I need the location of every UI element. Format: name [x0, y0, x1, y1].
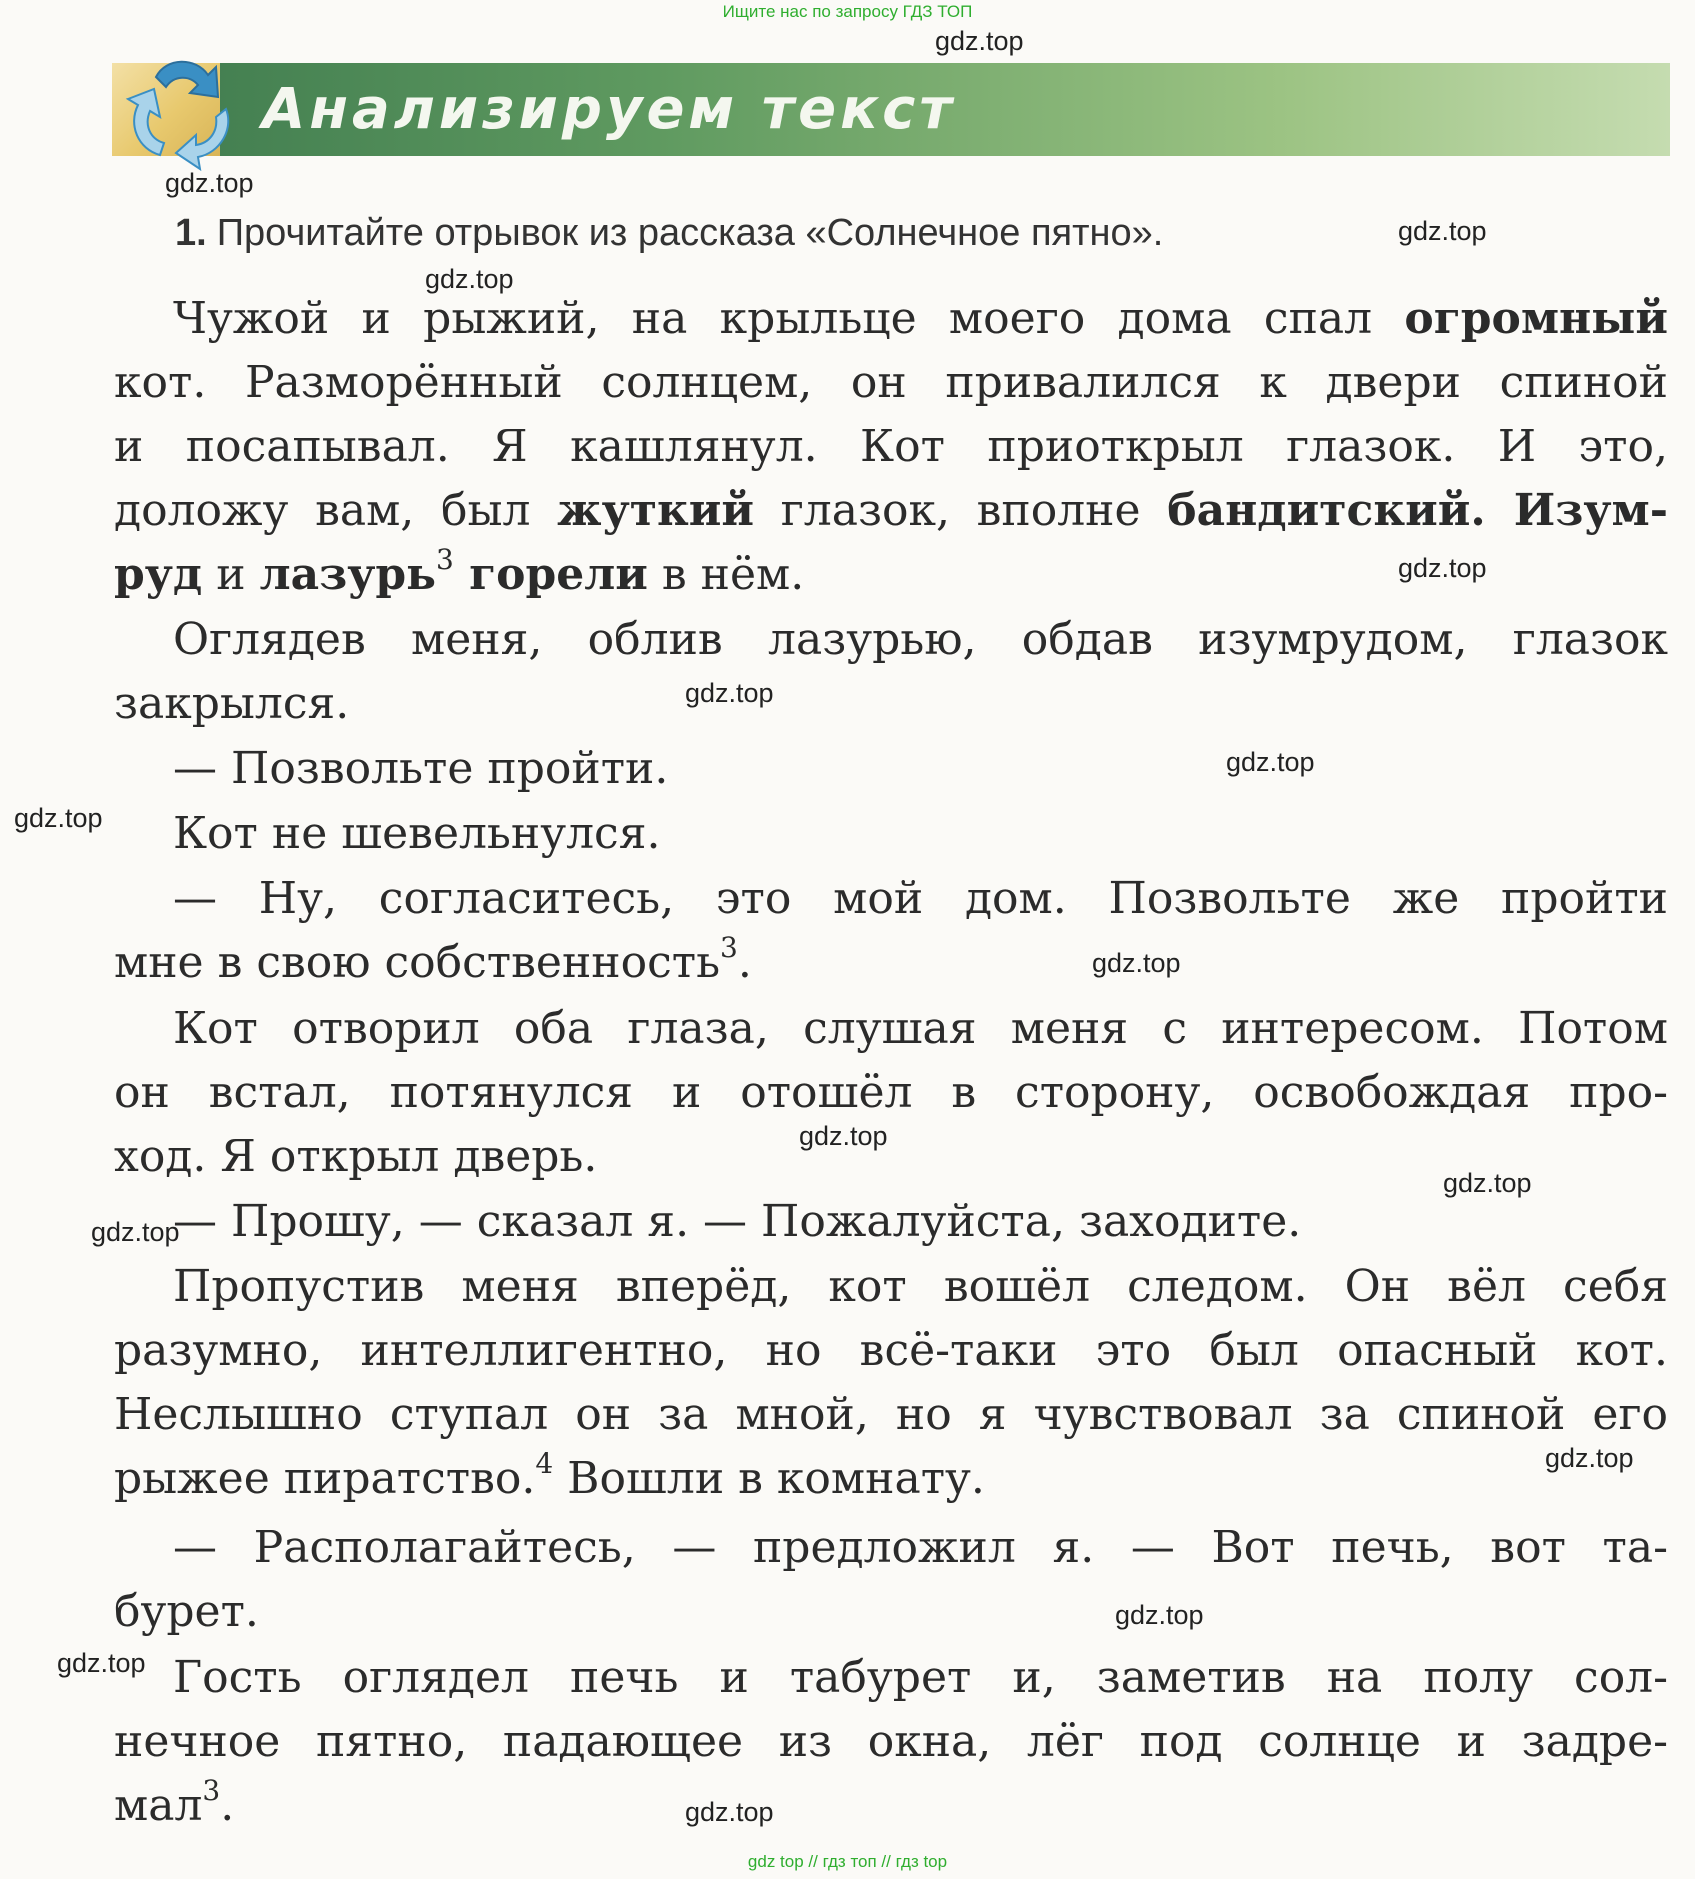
text-line: кот. Разморённый солнцем, он привалился к двери спиной: [114, 357, 1668, 408]
text-span: в нём.: [647, 549, 805, 600]
bold-word: горели: [453, 549, 648, 600]
watermark: gdz.top: [1398, 216, 1487, 246]
watermark: gdz.top: [57, 1648, 146, 1678]
text-line: и посапывал. Я кашлянул. Кот приоткрыл глазок. И это,: [114, 421, 1668, 472]
watermark: gdz.top: [1115, 1600, 1204, 1630]
text-line: — Прошу, — сказал я. — Пожалуйста, заходите.: [173, 1196, 1302, 1247]
text-line: — Позвольте пройти.: [173, 743, 669, 794]
text-line: [114, 479, 1668, 543]
watermark: gdz.top: [1092, 948, 1181, 978]
header-icon-box: [112, 63, 220, 156]
text-span: мне в свою собственность: [114, 937, 721, 988]
text-span: глазок, вполне: [754, 485, 1168, 536]
top-banner: Ищите нас по запросу ГДЗ ТОП: [722, 2, 973, 21]
text-span: Вошли в комнату.: [553, 1453, 985, 1504]
text-line: Гость оглядел печь и табурет и, заметив на полу сол-: [173, 1652, 1668, 1703]
watermark: gdz.top: [425, 264, 514, 294]
bold-word: руд: [114, 549, 203, 600]
bold-word: жуткий: [557, 485, 755, 536]
text-line: нечное пятно, падающее из окна, лёг под солнце и задре-: [114, 1716, 1668, 1767]
text-line: разумно, интеллигентно, но всё-таки это был опасный кот.: [114, 1325, 1668, 1376]
task-text: Прочитайте отрывок из рассказа «Солнечное пятно».: [216, 212, 1164, 254]
text-span: .: [220, 1780, 235, 1831]
bold-word: лазурь: [259, 549, 436, 600]
text-span: Чужой и рыжий, на крыльце моего дома спал: [173, 293, 1405, 344]
text-line: [114, 1774, 1668, 1838]
footnote-marker: 3: [720, 931, 738, 965]
watermark: gdz.top: [935, 26, 1024, 56]
bold-word: огромный: [1404, 293, 1668, 344]
watermark: gdz.top: [165, 168, 254, 198]
watermark: gdz.top: [685, 1797, 774, 1827]
text-span: и: [202, 549, 260, 600]
header-title: Анализируем текст: [262, 77, 956, 142]
recycle-arrows-icon: [116, 37, 246, 177]
footnote-marker: 3: [436, 543, 454, 577]
bold-word: бандитский. Изум-: [1167, 485, 1668, 536]
text-line: [173, 287, 1668, 351]
text-line: Оглядев меня, облив лазурью, обдав изумрудом, глазок: [173, 614, 1668, 665]
text-span: .: [737, 937, 752, 988]
footnote-marker: 4: [535, 1447, 554, 1481]
text-line: [114, 931, 1668, 995]
text-line: Неслышно ступал он за мной, но я чувствовал за спиной его: [114, 1389, 1668, 1440]
text-line: закрылся.: [114, 678, 350, 729]
watermark: gdz.top: [91, 1217, 180, 1247]
watermark: gdz.top: [1545, 1443, 1634, 1473]
text-line: Кот не шевельнулся.: [173, 808, 661, 859]
text-span: рыжее пиратство.: [114, 1453, 536, 1504]
watermark: gdz.top: [1226, 747, 1315, 777]
footnote-marker: 3: [202, 1774, 221, 1808]
task-instruction: [175, 212, 1163, 255]
text-span: мал: [114, 1780, 203, 1831]
watermark: gdz.top: [1398, 553, 1487, 583]
watermark: gdz.top: [14, 803, 103, 833]
section-header: [112, 63, 1670, 156]
bottom-banner: gdz top // гдз топ // гдз top: [747, 1852, 948, 1871]
watermark: gdz.top: [799, 1121, 888, 1151]
task-number: 1.: [175, 212, 207, 254]
text-line: [114, 1447, 1668, 1511]
text-line: бурет.: [114, 1586, 259, 1637]
text-line: — Располагайтесь, — предложил я. — Вот печь, вот та-: [173, 1522, 1668, 1573]
text-line: Кот отворил оба глаза, слушая меня с интересом. Потом: [173, 1003, 1668, 1054]
text-line: — Ну, согласитесь, это мой дом. Позвольте же пройти: [173, 873, 1668, 924]
text-line: Пропустив меня вперёд, кот вошёл следом. Он вёл себя: [173, 1261, 1668, 1312]
text-span: доложу вам, был: [114, 485, 558, 536]
watermark: gdz.top: [685, 678, 774, 708]
text-line: он встал, потянулся и отошёл в сторону, освобождая про-: [114, 1067, 1668, 1118]
watermark: gdz.top: [1443, 1168, 1532, 1198]
text-line: ход. Я открыл дверь.: [114, 1131, 598, 1182]
